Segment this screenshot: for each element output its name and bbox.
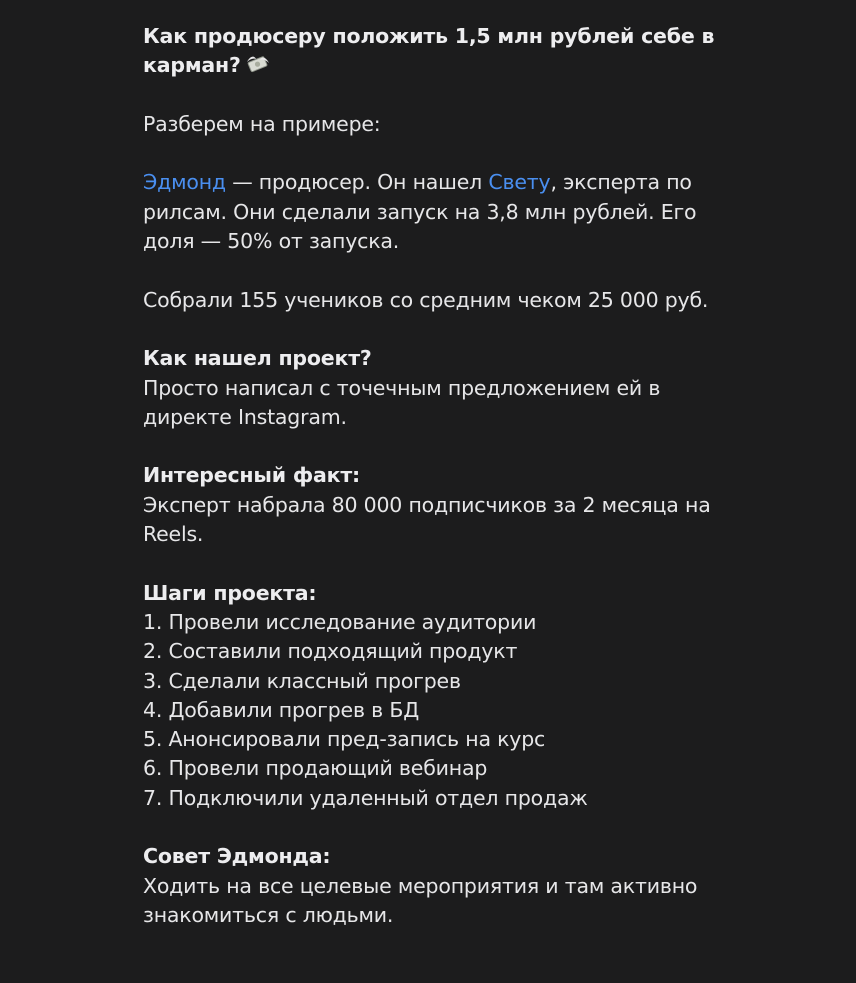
story-text-2: , эксперта по рилсам. Они сделали запуск на 3,8 млн рублей. Его доля — 50% от запуска. xyxy=(143,170,697,254)
steps-heading: Шаги проекта: xyxy=(143,580,317,605)
post-title xyxy=(143,22,743,81)
post-title-text: Как продюсеру положить 1,5 млн рублей себе в карман? xyxy=(143,24,715,78)
money-with-wings-icon xyxy=(245,53,271,75)
story-paragraph xyxy=(143,168,743,256)
how-found-heading: Как нашел проект? xyxy=(143,346,372,371)
how-found-text: Просто написал с точечным предложением ей в директе Instagram. xyxy=(143,375,661,429)
story-text-1: — продюсер. Он нашел xyxy=(225,170,489,195)
advice-heading: Совет Эдмонда: xyxy=(143,844,331,869)
students-paragraph: Собрали 155 учеников со средним чеком 25 000 руб. xyxy=(143,287,709,312)
message-post xyxy=(143,22,743,930)
steps-list xyxy=(143,608,743,813)
producer-link[interactable]: Эдмонд xyxy=(143,170,226,195)
step-item: 7. Подключили удаленный отдел продаж xyxy=(143,785,588,810)
step-item: 4. Добавили прогрев в БД xyxy=(143,697,420,722)
expert-link[interactable]: Свету xyxy=(488,170,551,195)
step-item: 5. Анонсировали пред-запись на курс xyxy=(143,727,546,752)
intro-text: Разберем на примере: xyxy=(143,111,381,136)
step-item: 3. Сделали классный прогрев xyxy=(143,668,461,693)
step-item: 1. Провели исследование аудитории xyxy=(143,609,537,634)
fact-heading: Интересный факт: xyxy=(143,463,361,488)
step-item: 6. Провели продающий вебинар xyxy=(143,756,488,781)
advice-text: Ходить на все целевые мероприятия и там активно знакомиться с людьми. xyxy=(143,873,698,927)
fact-text: Эксперт набрала 80 000 подписчиков за 2 месяца на Reels. xyxy=(143,492,711,547)
step-item: 2. Составили подходящий продукт xyxy=(143,639,518,664)
